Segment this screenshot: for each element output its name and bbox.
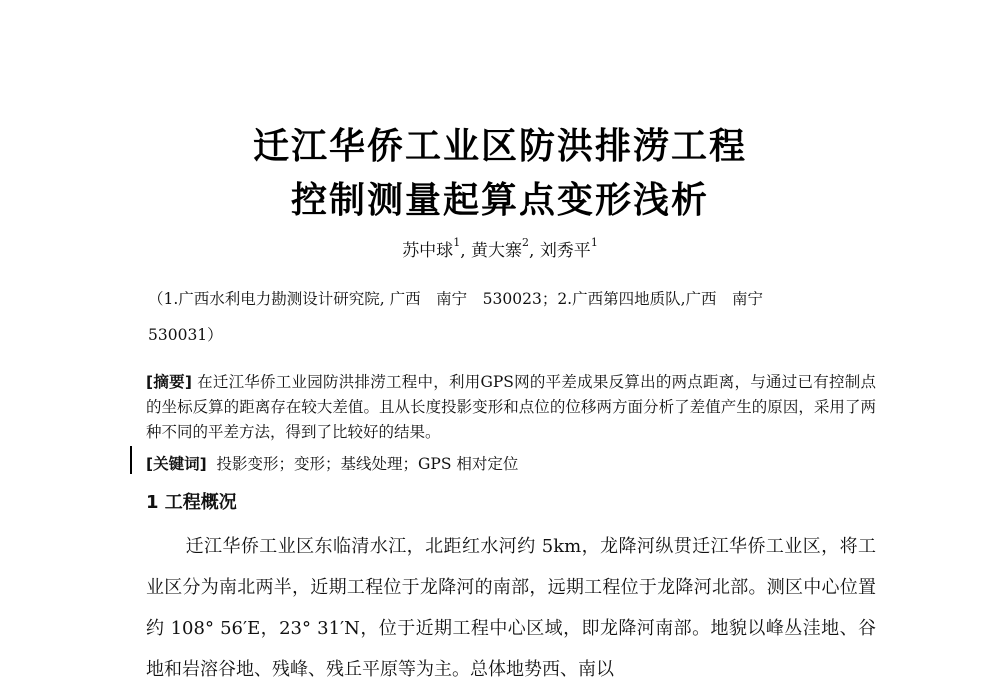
author-affiliation-mark: 1: [453, 236, 461, 250]
section-body: [146, 526, 876, 690]
author-affiliation-mark: 1: [590, 236, 598, 250]
affiliation-line-2: 530031）: [148, 326, 223, 344]
paper-title-line-1: 迁江华侨工业区防洪排涝工程: [252, 126, 747, 167]
author-name: 黄大寨: [471, 241, 522, 261]
body-paragraph: 迁江华侨工业区东临清水江，北距红水河约 5km，龙降河纵贯迁江华侨工业区，将工业区分为南北两半，近期工程位于龙降河的南部，远期工程位于龙降河北部。测区中心位置约 108° 56′E，23° 31′N，位于近期工程中心区域，即龙降河南部。地貌以峰丛洼地、谷地和岩溶谷地、残峰、残丘平原等为主。总体地势西、南以: [146, 536, 876, 680]
author-name: 苏中球: [402, 241, 454, 261]
author-list: 苏中球$^1$, 黄大寨$^2$, 刘秀平$^1$: [402, 236, 598, 261]
affiliation-line-1: （1.广西水利电力勘测设计研究院, 广西 南宁 530023；2.广西第四地质队,广西 南宁: [148, 290, 764, 308]
author-affiliation-mark: 2: [522, 236, 529, 250]
paper-title-line-2: 控制测量起算点变形浅析: [290, 180, 709, 221]
section-heading: 1 工程概况: [146, 492, 237, 513]
author-name: 刘秀平: [539, 241, 591, 261]
abstract: [146, 370, 876, 445]
margin-mark: [130, 446, 132, 474]
abstract-text: 在迁江华侨工业园防洪排涝工程中，利用GPS网的平差成果反算出的两点距离，与通过已有控制点的坐标反算的距离存在较大差值。且从长度投影变形和点位的位移两方面分析了差值产生的原因，采用了两种不同的平差方法，得到了比较好的结果。: [146, 373, 876, 441]
keywords-text: 投影变形；变形；基线处理；GPS 相对定位: [216, 455, 519, 473]
keywords-label: [关键词]: [146, 455, 207, 473]
abstract-label: [摘要]: [146, 373, 192, 391]
keywords: [146, 452, 518, 474]
